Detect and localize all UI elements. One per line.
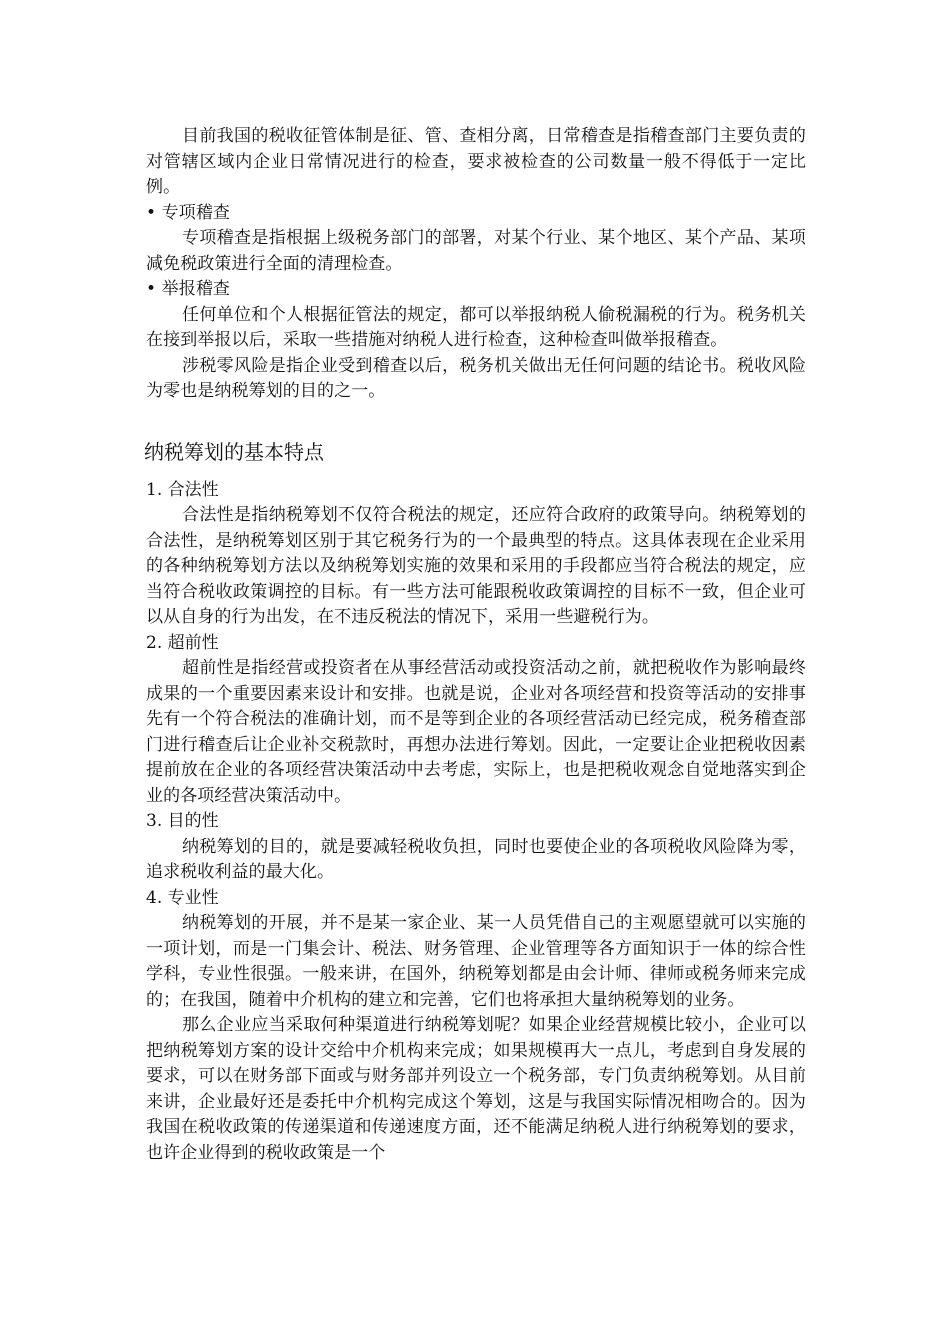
item-text-advance: 超前性是指经营或投资者在从事经营活动或投资活动之前，就把税收作为影响最终成果的一个重要因素来设计和安排。也就是说，企业对各项经营和投资等活动的安排事先有一个符合税法的准确计划，而不是等到企业的各项经营活动已经完成，税务稽查部门进行稽查后让企业补交税款时，再想办法进行筹划。因此，一定要让企业把税收因素提前放在企业的各项经营决策活动中去考虑，实际上，也是把税收观念自觉地落实到企业的各项经营决策活动中。 <box>146 658 806 806</box>
bullet-report-audit: • 举报稽查 <box>146 279 231 299</box>
special-audit-paragraph: 专项稽查是指根据上级税务部门的部署，对某个行业、某个地区、某个产品、某项减免税政策进行全面的清理检查。 <box>146 228 806 274</box>
intro-paragraph-routine-audit: 目前我国的税收征管体制是征、管、查相分离，日常稽查是指稽查部门主要负责的对管辖区域内企业日常情况进行的检查，要求被检查的公司数量一般不得低于一定比例。 <box>146 126 806 197</box>
document-page <box>146 124 806 1166</box>
item-heading-professional: 4. 专业性 <box>146 887 219 908</box>
bullet-special-audit: • 专项稽查 <box>146 202 231 223</box>
item-heading-advance: 2. 超前性 <box>146 632 219 653</box>
section-title: 纳税筹划的基本特点 <box>144 439 324 464</box>
closing-paragraph: 那么企业应当采取何种渠道进行纳税筹划呢？如果企业经营规模比较小，企业可以把纳税筹划方案的设计交给中介机构来完成；如果规模再大一点儿，考虑到自身发展的要求，可以在财务部下面或与财务部并列设立一个税务部，专门负责纳税筹划。从目前来讲，企业最好还是委托中介机构完成这个筹划，这是与我国实际情况相吻合的。因为我国在税收政策的传递渠道和传递速度方面，还不能满足纳税人进行纳税筹划的要求，也许企业得到的税收政策是一个 <box>146 1015 806 1163</box>
item-text-purpose: 纳税筹划的目的，就是要减轻税收负担，同时也要使企业的各项税收风险降为零，追求税收利益的最大化。 <box>146 836 806 882</box>
zero-risk-paragraph: 涉税零风险是指企业受到稽查以后，税务机关做出无任何问题的结论书。税收风险为零也是纳税筹划的目的之一。 <box>146 355 806 401</box>
item-heading-purpose: 3. 目的性 <box>146 811 219 831</box>
item-text-professional: 纳税筹划的开展，并不是某一家企业、某一人员凭借自己的主观愿望就可以实施的一项计划，而是一门集会计、税法、财务管理、企业管理等各方面知识于一体的综合性学科，专业性很强。一般来讲，在国外，纳税筹划都是由会计师、律师或税务师来完成的；在我国，随着中介机构的建立和完善，它们也将承担大量纳税筹划的业务。 <box>146 913 806 1010</box>
item-text-legality: 合法性是指纳税筹划不仅符合税法的规定，还应符合政府的政策导向。纳税筹划的合法性，是纳税筹划区别于其它税务行为的一个最典型的特点。这具体表现在企业采用的各种纳税筹划方法以及纳税筹划实施的效果和采用的手段都应当符合税法的规定，应当符合税收政策调控的目标。有一些方法可能跟税收政策调控的目标不一致，但企业可以从自身的行为出发，在不违反税法的情况下，采用一些避税行为。 <box>146 505 806 627</box>
item-heading-legality: 1. 合法性 <box>146 479 219 500</box>
report-audit-paragraph: 任何单位和个人根据征管法的规定，都可以举报纳税人偷税漏税的行为。税务机关在接到举报以后，采取一些措施对纳税人进行检查，这种检查叫做举报稽查。 <box>146 304 806 350</box>
